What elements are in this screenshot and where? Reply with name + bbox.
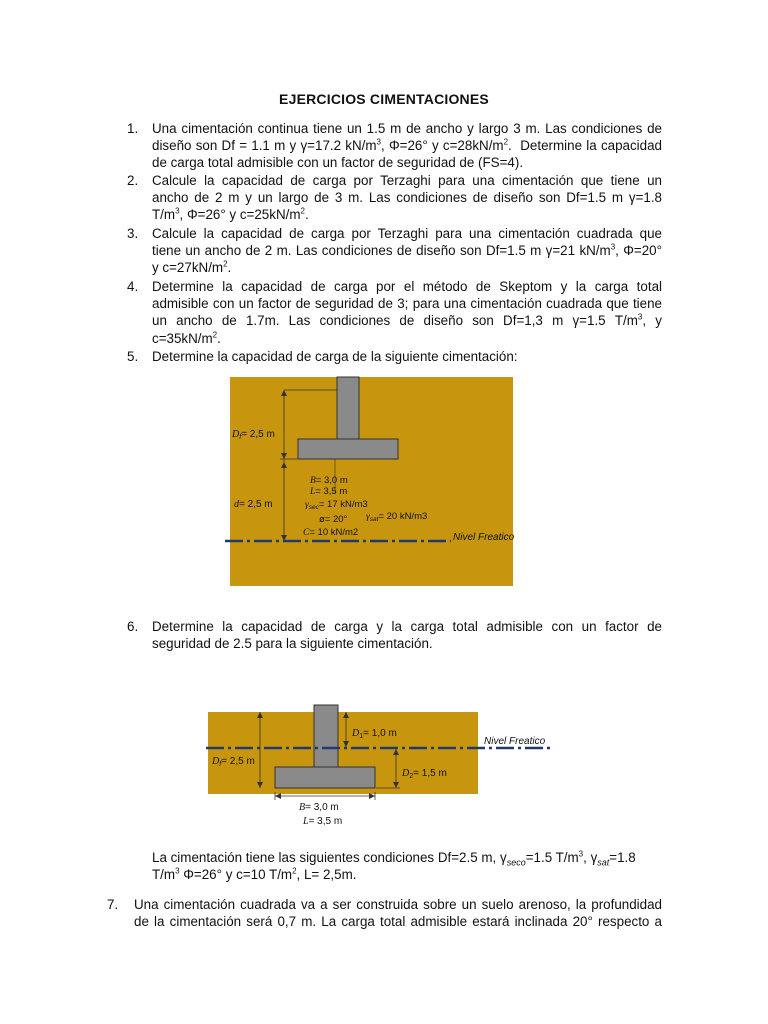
water-table-label: Nivel Freatico — [484, 736, 546, 747]
foundation-figure-2 — [200, 700, 570, 835]
exercise-line: Determine la capacidad de carga por el método de Skeptom y la carga total — [152, 279, 662, 294]
exercise-line: diseño son Df = 1.1 m y γ=17.2 $kN/m^3$, Φ=26° y $c=28kN/m^2$. Determine la capacidad — [152, 137, 662, 154]
exercise-line: y $c=27kN/m^2$. — [152, 259, 232, 276]
df-label: $D_f= 2,5$ m — [232, 429, 275, 441]
exercise-number: 5. — [127, 349, 139, 364]
water-table-label: Nivel Freatico — [453, 532, 515, 543]
exercise-line: Determine la capacidad de carga de la siguiente cimentación: — [152, 349, 518, 364]
page-title: EJERCICIOS CIMENTACIONES — [279, 91, 489, 107]
exercise-4 — [128, 278, 662, 347]
exercise-line: de carga total admisible con un factor de seguridad de (FS=4). — [152, 155, 524, 171]
exercise-number: 3. — [127, 226, 139, 241]
gamma-sec-label: $\gamma_{sec}= 17$ kN/m3 — [305, 499, 368, 511]
d1-label: $D_1= 1,0$ m — [352, 728, 397, 740]
exercise-number: 7. — [107, 897, 119, 912]
d-label: d= 2,5 m — [234, 499, 273, 510]
exercise-6 — [128, 618, 662, 652]
exercise-7 — [108, 896, 662, 930]
exercise-line: admisible con un factor de seguridad de 3; para una cimentación cuadrada que tiene — [152, 296, 662, 312]
conditions-line: La cimentación tiene las siguientes condiciones Df=2.5 m, $\gamma_{seco}=1.5$ $T/m^3$, $\gamma_{sat}=1.8$ — [152, 849, 636, 868]
l-label: L= 3,5 m — [303, 816, 343, 827]
exercise-line: ancho de 2 m y un largo de 3 m. Las condiciones de diseño son Df=1.5 m γ=1.8 — [152, 190, 662, 206]
exercise-5 — [128, 348, 662, 365]
exercise-line: Una cimentación continua tiene un 1.5 m de ancho y largo 3 m. Las condiciones de — [152, 121, 662, 136]
exercise-line: seguridad de 2.5 para la siguiente cimentación. — [152, 636, 433, 652]
l-label: L= 3,5 m — [310, 486, 348, 497]
exercise-line: $c=35kN/m^2$. — [152, 330, 221, 346]
c-label: C= 10 kN/m2 — [303, 527, 359, 538]
exercise-number: 1. — [127, 121, 139, 136]
exercise-line: Determine la capacidad de carga y la carga total admisible con un factor de — [152, 619, 662, 634]
b-label: B= 3,0 m — [310, 475, 348, 486]
exercise-line: de la cimentación será 0,7 m. La carga total admisible estará inclinada 20° respecto a — [134, 914, 662, 930]
exercise-6-conditions — [152, 849, 664, 883]
exercise-line: Calcule la capacidad de carga por Terzaghi para una cimentación que tiene un — [152, 173, 662, 188]
exercise-line: tiene un ancho de 2 m. Las condiciones de diseño son Df=1.5 m γ=21 $kN/m^3$, Φ=20° — [152, 242, 662, 259]
exercise-3 — [128, 225, 662, 277]
conditions-line: $T/m^3$ Φ=26° y c=10 $T/m^2$, L= 2,5m. — [152, 866, 357, 883]
exercise-line: un ancho de 1.7m. Las condiciones de diseño son Df=1,3 m γ=1.5 $T/m^3$, y — [152, 312, 663, 329]
exercise-2 — [128, 172, 662, 224]
b-label: B= 3,0 m — [299, 802, 339, 813]
exercise-number: 6. — [127, 619, 139, 634]
exercise-line: Una cimentación cuadrada va a ser construida sobre un suelo arenoso, la profundidad — [134, 897, 662, 912]
foundation-figure-1 — [225, 374, 535, 590]
d2-label: $D_2= 1,5$ m — [402, 768, 447, 780]
exercise-1 — [128, 120, 662, 172]
phi-label: ø= 20° — [319, 514, 348, 525]
gamma-sat-label: $\gamma_{sat}= 20$ kN/m3 — [366, 511, 428, 523]
exercise-number: 2. — [127, 173, 139, 188]
footing-base — [275, 767, 375, 788]
footing-column — [337, 377, 359, 440]
df-label: $D_f= 2,5$ m — [212, 756, 255, 768]
footing-base — [298, 439, 398, 459]
exercise-line: $T/m^3$, Φ=26° y $c=25kN/m^2$. — [152, 206, 309, 223]
soil-block — [230, 377, 513, 586]
footing-column — [314, 705, 338, 769]
exercise-number: 4. — [127, 279, 139, 294]
exercise-line: Calcule la capacidad de carga por Terzaghi para una cimentación cuadrada que — [152, 226, 662, 241]
